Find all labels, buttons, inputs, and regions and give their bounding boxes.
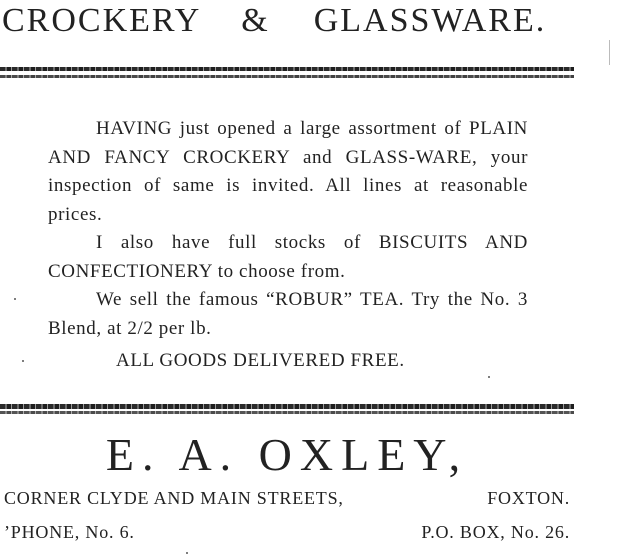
middle-divider-rule-secondary bbox=[0, 411, 574, 414]
top-divider-rule bbox=[0, 67, 574, 71]
street-address: CORNER CLYDE AND MAIN STREETS, bbox=[4, 488, 344, 508]
advertisement-body bbox=[48, 115, 528, 376]
paragraph-robur-tea: We sell the famous “ROBUR” TEA. Try the No. 3 Blend, at 2/2 per lb. bbox=[48, 289, 528, 339]
town-name: FOXTON. bbox=[487, 488, 570, 508]
po-box: P.O. BOX, No. 26. bbox=[421, 522, 570, 542]
print-speck bbox=[186, 552, 188, 554]
print-speck bbox=[22, 360, 24, 362]
middle-divider-rule bbox=[0, 404, 574, 409]
print-speck bbox=[14, 298, 16, 300]
phone-number: ’PHONE, No. 6. bbox=[4, 522, 135, 542]
headline-crockery: CROCKERY bbox=[2, 2, 202, 39]
merchant-name: E. A. OXLEY, bbox=[105, 429, 469, 480]
address-row bbox=[4, 488, 570, 509]
print-speck bbox=[488, 376, 490, 378]
paragraph-delivery: ALL GOODS DELIVERED FREE. bbox=[116, 350, 405, 371]
headline-ampersand: & bbox=[241, 2, 270, 39]
paragraph-assortment: HAVING just opened a large assortment of PLAIN AND FANCY CROCKERY and GLASS-WARE, your inspection of same is invited. All lines at reasonable prices. bbox=[48, 118, 528, 225]
paragraph-biscuits: I also have full stocks of BISCUITS AND CONFECTIONERY to choose from. bbox=[48, 232, 528, 282]
headline bbox=[2, 2, 612, 40]
headline-glassware: GLASSWARE. bbox=[313, 2, 547, 39]
top-divider-rule-secondary bbox=[0, 75, 574, 78]
contact-row bbox=[4, 522, 570, 543]
edge-mark bbox=[609, 40, 610, 65]
